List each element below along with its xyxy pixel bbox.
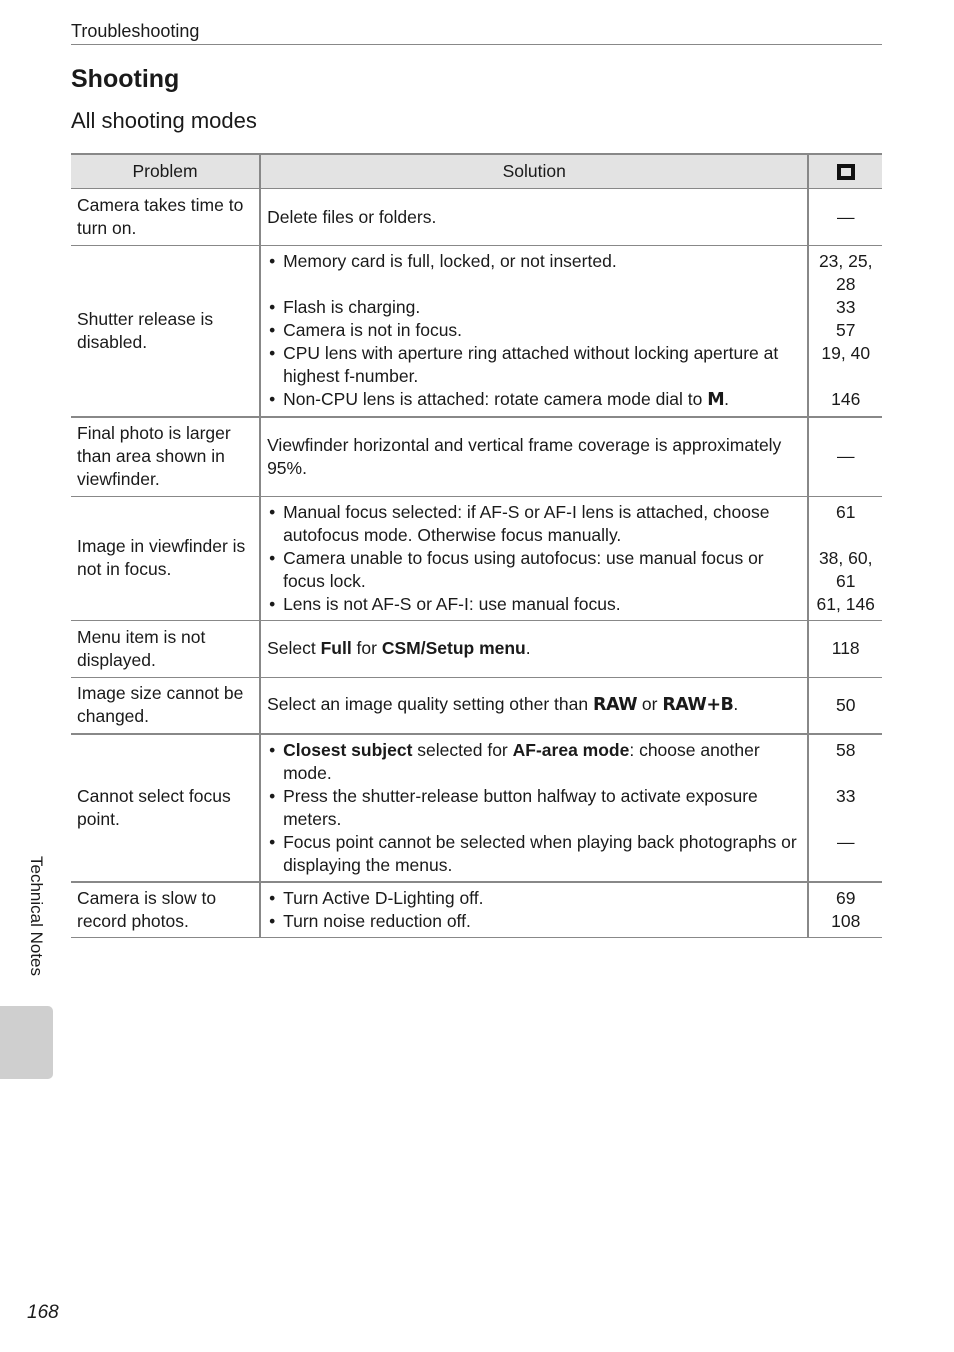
solution-cell: Select Full for CSM/Setup menu. (260, 620, 808, 677)
table-row (71, 417, 882, 496)
problem-cell: Camera is slow to record photos. (71, 882, 260, 938)
table-row (71, 620, 882, 677)
solution-item: • Turn noise reduction off. (267, 910, 801, 933)
page-cell: 69 108 (808, 882, 882, 938)
page-cell: 61 38, 60, 61 61, 146 (808, 496, 882, 620)
page-cell: 23, 25, 28 33 57 19, 40 146 (808, 246, 882, 418)
table-row (71, 189, 882, 246)
raw-quality-icon: RAW (592, 695, 638, 716)
section-subtitle: All shooting modes (71, 108, 257, 133)
page-cell: — (808, 417, 882, 496)
solution-cell (260, 734, 808, 882)
problem-cell: Camera takes time to turn on. (71, 189, 260, 246)
solution-item: • Closest subject selected for AF-area mode: choose another mode. (267, 739, 801, 785)
page-reference-icon (837, 164, 855, 180)
solution-item: • CPU lens with aperture ring attached without locking aperture at highest f-number. (267, 342, 801, 388)
table-header-row (71, 154, 882, 189)
header-problem: Problem (71, 154, 260, 189)
solution-item: • Lens is not AF-S or AF-I: use manual focus. (267, 593, 801, 616)
page-cell: — (808, 189, 882, 246)
solution-item: • Manual focus selected: if AF-S or AF-I lens is attached, choose autofocus mode. Otherwise focus manually. (267, 501, 801, 547)
table-row (71, 734, 882, 882)
header-page-reference (808, 154, 882, 189)
raw-basic-quality-icon: RAW+B (662, 695, 734, 716)
problem-cell: Final photo is larger than area shown in viewfinder. (71, 417, 260, 496)
solution-cell (260, 496, 808, 620)
mode-m-icon: M (707, 390, 725, 410)
solution-cell: Viewfinder horizontal and vertical frame coverage is approximately 95%. (260, 417, 808, 496)
problem-cell: Image in viewfinder is not in focus. (71, 496, 260, 620)
solution-item: • Press the shutter-release button halfway to activate exposure meters. (267, 785, 801, 831)
solution-cell: Delete files or folders. (260, 189, 808, 246)
solution-cell (260, 246, 808, 418)
solution-item: • Focus point cannot be selected when playing back photographs or displaying the menus. (267, 831, 801, 877)
page-cell: 118 (808, 620, 882, 677)
page-cell: 58 33 — (808, 734, 882, 882)
header-solution: Solution (260, 154, 808, 189)
solution-item: • Turn Active D-Lighting off. (267, 887, 801, 910)
solution-item: • Memory card is full, locked, or not inserted. (267, 250, 801, 273)
solution-item: • Non-CPU lens is attached: rotate camera mode dial to M. (267, 388, 801, 412)
table-row (71, 677, 882, 734)
table-row (71, 496, 882, 620)
solution-item: • Flash is charging. (267, 296, 801, 319)
problem-cell: Shutter release is disabled. (71, 246, 260, 418)
side-section-label: Technical Notes (27, 856, 46, 977)
problem-cell: Menu item is not displayed. (71, 620, 260, 677)
table-row (71, 882, 882, 938)
solution-item: • Camera unable to focus using autofocus: use manual focus or focus lock. (267, 547, 801, 593)
problem-cell: Image size cannot be changed. (71, 677, 260, 734)
page-title: Shooting (71, 65, 180, 93)
table-row (71, 246, 882, 418)
solution-cell (260, 882, 808, 938)
running-head: Troubleshooting (71, 20, 882, 45)
solution-item: • Camera is not in focus. (267, 319, 801, 342)
section-tab (0, 1006, 53, 1079)
troubleshooting-table (71, 153, 882, 938)
page-cell: 50 (808, 677, 882, 734)
page-number: 168 (27, 1302, 59, 1323)
problem-cell: Cannot select focus point. (71, 734, 260, 882)
solution-cell: Select an image quality setting other than RAW or RAW+B. (260, 677, 808, 734)
